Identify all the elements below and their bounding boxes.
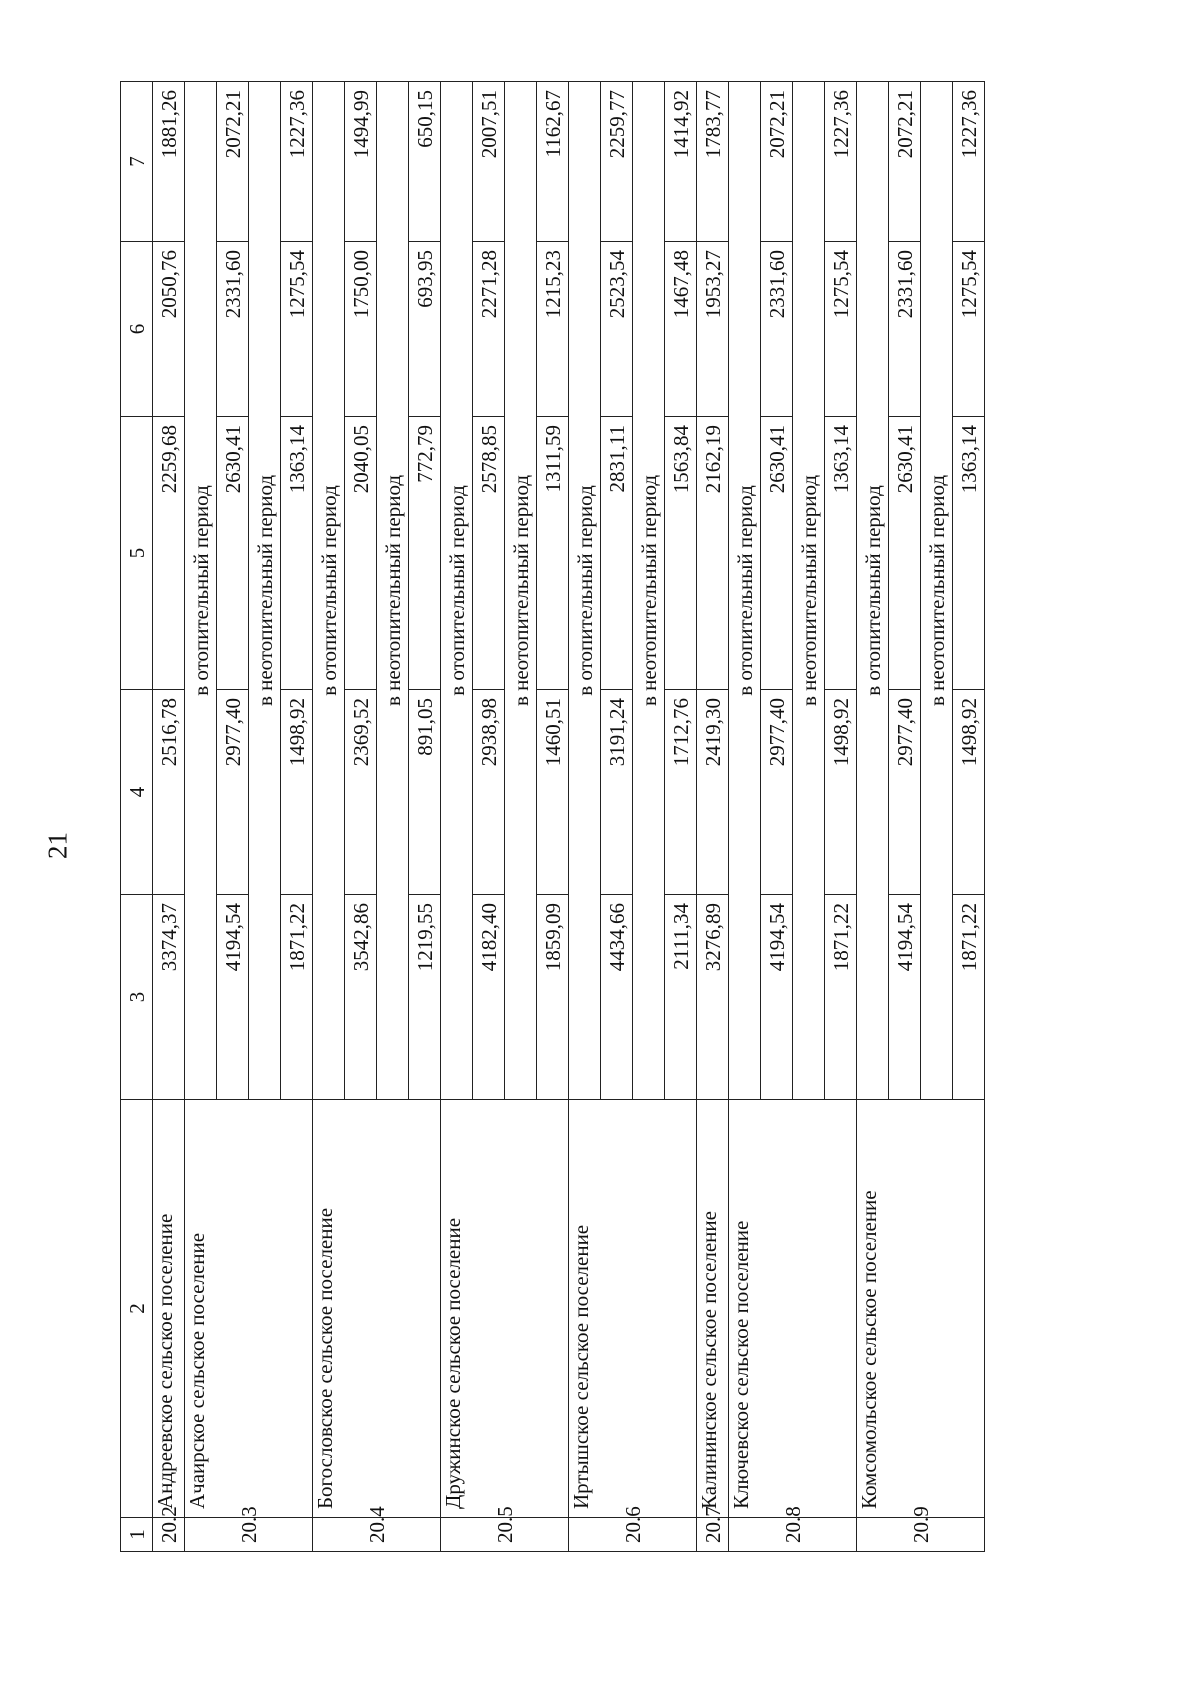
period-label-nonheating: в неотопительный период <box>793 82 825 1100</box>
value-cell: 693,95 <box>409 242 441 417</box>
settlement-name: Ачаирское сельское поселение <box>185 1100 313 1518</box>
page-number: 21 <box>42 832 73 859</box>
column-header: 2 <box>121 1100 153 1518</box>
value-cell: 2072,21 <box>217 82 249 242</box>
value-cell: 2630,41 <box>889 417 921 690</box>
column-header: 6 <box>121 242 153 417</box>
value-cell: 772,79 <box>409 417 441 690</box>
settlement-name: Комсомольское сельское поселение <box>857 1100 985 1518</box>
value-cell: 2419,30 <box>697 690 729 895</box>
settlement-name: Дружинское сельское поселение <box>441 1100 569 1518</box>
value-cell: 1363,14 <box>825 417 857 690</box>
value-cell: 1275,54 <box>953 242 985 417</box>
value-cell: 1871,22 <box>825 895 857 1100</box>
value-cell: 2977,40 <box>217 690 249 895</box>
value-cell: 1227,36 <box>953 82 985 242</box>
value-cell: 650,15 <box>409 82 441 242</box>
value-cell: 4182,40 <box>473 895 505 1100</box>
value-cell: 2523,54 <box>601 242 633 417</box>
value-cell: 1498,92 <box>953 690 985 895</box>
period-label-heating: в отопительный период <box>313 82 345 1100</box>
row-number: 20.2 <box>153 1518 185 1552</box>
period-label-heating: в отопительный период <box>185 82 217 1100</box>
value-cell: 1881,26 <box>153 82 185 242</box>
value-cell: 4194,54 <box>761 895 793 1100</box>
value-cell: 1227,36 <box>281 82 313 242</box>
period-label-heating: в отопительный период <box>857 82 889 1100</box>
row-number: 20.6 <box>569 1518 697 1552</box>
value-cell: 4434,66 <box>601 895 633 1100</box>
value-cell: 2111,34 <box>665 895 697 1100</box>
value-cell: 4194,54 <box>889 895 921 1100</box>
value-cell: 4194,54 <box>217 895 249 1100</box>
value-cell: 1162,67 <box>537 82 569 242</box>
value-cell: 1859,09 <box>537 895 569 1100</box>
column-number-row <box>121 82 153 1552</box>
value-cell: 2977,40 <box>889 690 921 895</box>
value-cell: 2516,78 <box>153 690 185 895</box>
row-number: 20.4 <box>313 1518 441 1552</box>
value-cell: 2259,77 <box>601 82 633 242</box>
period-label-nonheating: в неотопительный период <box>505 82 537 1100</box>
row-number: 20.5 <box>441 1518 569 1552</box>
heating-label-row <box>441 82 473 1552</box>
row-number: 20.9 <box>857 1518 985 1552</box>
table-row <box>697 82 729 1552</box>
heating-label-row <box>569 82 601 1552</box>
value-cell: 1498,92 <box>281 690 313 895</box>
value-cell: 3276,89 <box>697 895 729 1100</box>
period-label-nonheating: в неотопительный период <box>249 82 281 1100</box>
column-header: 1 <box>121 1518 153 1552</box>
value-cell: 891,05 <box>409 690 441 895</box>
rotated-table-wrapper <box>120 82 1060 1552</box>
value-cell: 2578,85 <box>473 417 505 690</box>
value-cell: 3191,24 <box>601 690 633 895</box>
settlement-name: Иртышское сельское поселение <box>569 1100 697 1518</box>
value-cell: 2630,41 <box>761 417 793 690</box>
value-cell: 1712,76 <box>665 690 697 895</box>
value-cell: 1219,55 <box>409 895 441 1100</box>
value-cell: 1750,00 <box>345 242 377 417</box>
row-number: 20.3 <box>185 1518 313 1552</box>
value-cell: 2331,60 <box>217 242 249 417</box>
value-cell: 1783,77 <box>697 82 729 242</box>
value-cell: 2630,41 <box>217 417 249 690</box>
value-cell: 1871,22 <box>953 895 985 1100</box>
column-header: 3 <box>121 895 153 1100</box>
tariff-table <box>120 81 985 1552</box>
heating-label-row <box>313 82 345 1552</box>
row-number: 20.8 <box>729 1518 857 1552</box>
value-cell: 1414,92 <box>665 82 697 242</box>
value-cell: 2050,76 <box>153 242 185 417</box>
period-label-heating: в отопительный период <box>729 82 761 1100</box>
value-cell: 1494,99 <box>345 82 377 242</box>
heating-label-row <box>857 82 889 1552</box>
value-cell: 1460,51 <box>537 690 569 895</box>
value-cell: 2831,11 <box>601 417 633 690</box>
value-cell: 2072,21 <box>889 82 921 242</box>
value-cell: 1363,14 <box>953 417 985 690</box>
value-cell: 1953,27 <box>697 242 729 417</box>
column-header: 5 <box>121 417 153 690</box>
column-header: 4 <box>121 690 153 895</box>
value-cell: 1311,59 <box>537 417 569 690</box>
table-row <box>153 82 185 1552</box>
value-cell: 2331,60 <box>761 242 793 417</box>
value-cell: 2271,28 <box>473 242 505 417</box>
value-cell: 3374,37 <box>153 895 185 1100</box>
settlement-name: Богословское сельское поселение <box>313 1100 441 1518</box>
settlement-name: Андреевское сельское поселение <box>153 1100 185 1518</box>
value-cell: 2259,68 <box>153 417 185 690</box>
value-cell: 2331,60 <box>889 242 921 417</box>
value-cell: 2040,05 <box>345 417 377 690</box>
value-cell: 2369,52 <box>345 690 377 895</box>
settlement-name: Ключевское сельское поселение <box>729 1100 857 1518</box>
value-cell: 1227,36 <box>825 82 857 242</box>
value-cell: 1275,54 <box>281 242 313 417</box>
period-label-nonheating: в неотопительный период <box>377 82 409 1100</box>
value-cell: 1363,14 <box>281 417 313 690</box>
value-cell: 1498,92 <box>825 690 857 895</box>
value-cell: 3542,86 <box>345 895 377 1100</box>
period-label-heating: в отопительный период <box>441 82 473 1100</box>
value-cell: 2072,21 <box>761 82 793 242</box>
value-cell: 1467,48 <box>665 242 697 417</box>
value-cell: 1563,84 <box>665 417 697 690</box>
column-header: 7 <box>121 82 153 242</box>
value-cell: 2938,98 <box>473 690 505 895</box>
value-cell: 2977,40 <box>761 690 793 895</box>
value-cell: 1215,23 <box>537 242 569 417</box>
heating-label-row <box>185 82 217 1552</box>
settlement-name: Калининское сельское поселение <box>697 1100 729 1518</box>
period-label-heating: в отопительный период <box>569 82 601 1100</box>
value-cell: 1871,22 <box>281 895 313 1100</box>
value-cell: 2007,51 <box>473 82 505 242</box>
value-cell: 1275,54 <box>825 242 857 417</box>
period-label-nonheating: в неотопительный период <box>921 82 953 1100</box>
value-cell: 2162,19 <box>697 417 729 690</box>
row-number: 20.7 <box>697 1518 729 1552</box>
heating-label-row <box>729 82 761 1552</box>
period-label-nonheating: в неотопительный период <box>633 82 665 1100</box>
